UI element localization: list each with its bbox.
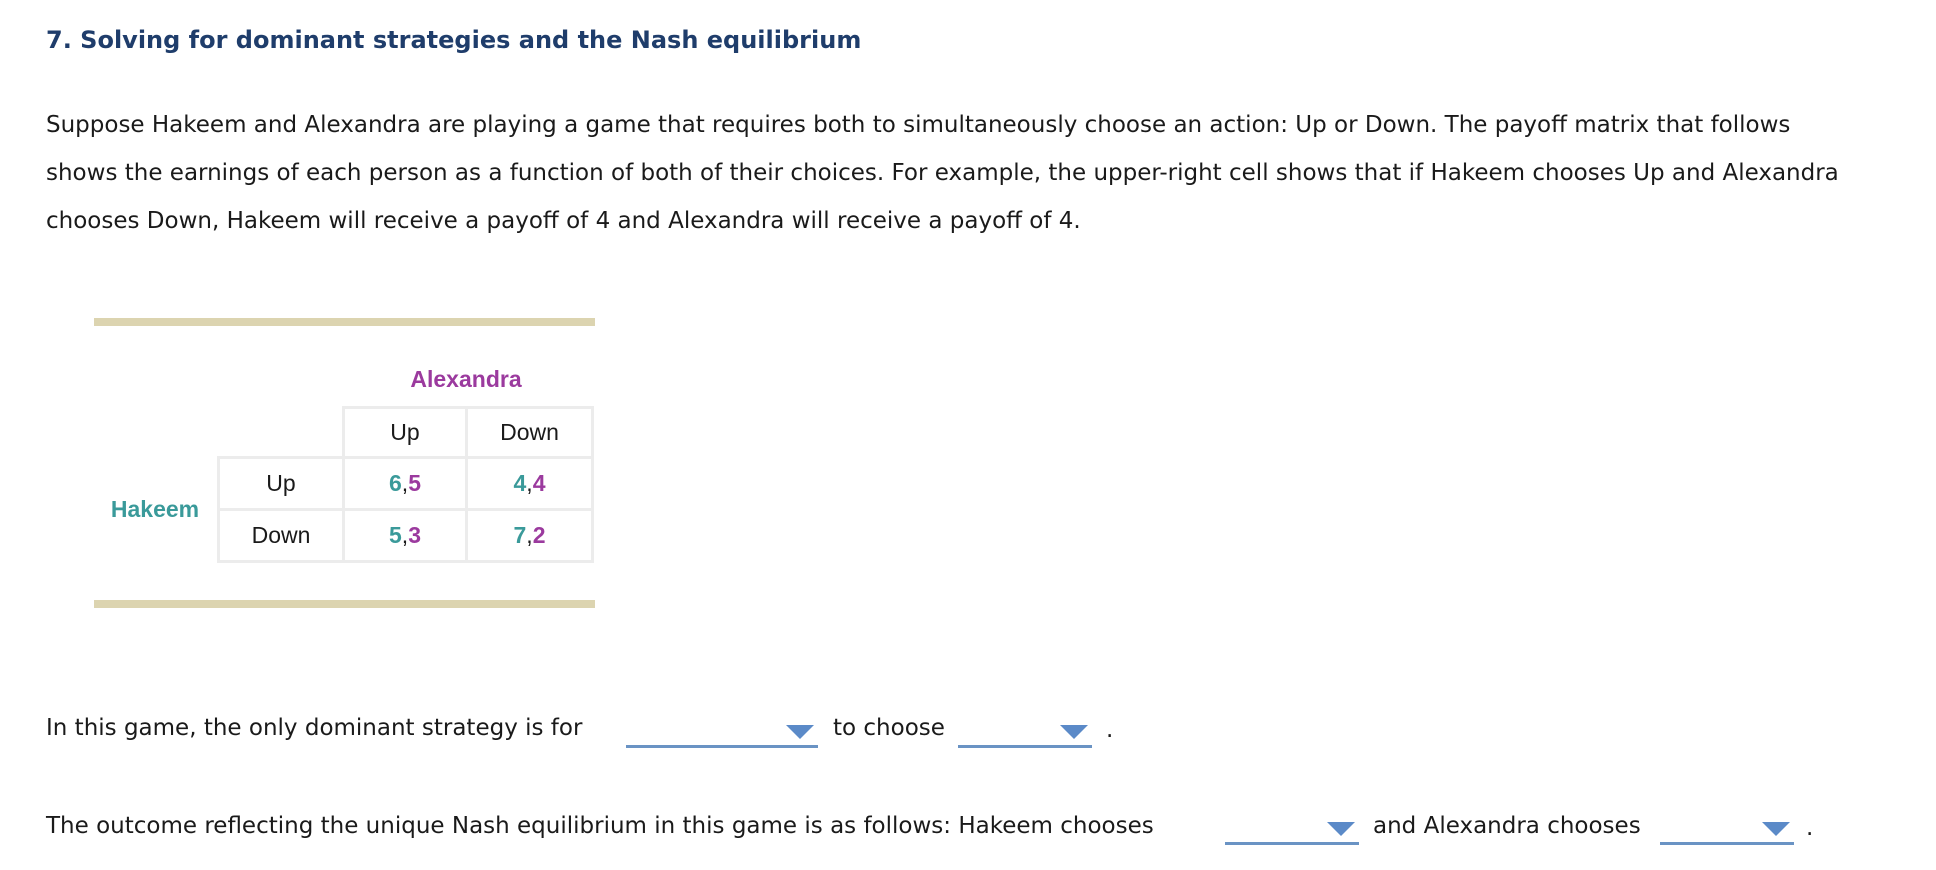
hakeem-payoff: 4 [513,470,527,496]
intro-paragraph: Suppose Hakeem and Alexandra are playing a game that requires both to simultaneously choose an action: Up or Down. The payoff matrix that follows shows the earnings of each person as a function of both of their choices. For example, the upper-right cell shows that if Hakeem chooses Up and Alexandra chooses Down, Hakeem will receive a payoff of 4 and Alexandra will receive a payoff of 4. [46,112,1839,234]
payoff-cell-up-down [465,456,594,511]
alexandra-payoff: 3 [408,522,421,548]
alexandra-payoff: 2 [532,522,546,548]
question1-text-middle: to choose [833,715,945,741]
caret-down-icon [786,725,814,739]
question1-text-before: In this game, the only dominant strategy is for [46,715,583,741]
dominant-player-dropdown[interactable] [626,714,818,748]
payoff-separator: , [401,522,409,548]
payoff-cell-down-down [465,508,594,563]
alexandra-choice-dropdown[interactable] [1660,811,1794,845]
caret-down-icon [1327,822,1355,836]
col-header-down: Down [465,406,594,459]
row-header-up: Up [217,456,345,511]
payoff-cell-up-up [342,456,468,511]
payoff-matrix [94,318,595,608]
question2-text-before: The outcome reflecting the unique Nash equilibrium in this game is as follows: Hakeem chooses [46,813,1154,839]
payoff-separator: , [526,470,533,496]
payoff-cell-down-up [342,508,468,563]
caret-down-icon [1762,822,1790,836]
col-header-up: Up [342,406,468,459]
question2-period: . [1806,815,1814,841]
hakeem-payoff: 6 [389,470,402,496]
alexandra-payoff: 4 [532,470,546,496]
row-header-down: Down [217,508,345,563]
dominant-strategy-dropdown[interactable] [958,714,1092,748]
hakeem-payoff: 5 [389,522,402,548]
column-player-label: Alexandra [410,366,522,392]
payoff-separator: , [401,470,409,496]
alexandra-payoff: 5 [408,470,421,496]
row-player-label: Hakeem [110,496,200,522]
hakeem-payoff: 7 [513,522,527,548]
question1-period: . [1106,717,1114,743]
question2-text-middle: and Alexandra chooses [1373,813,1641,839]
caret-down-icon [1060,725,1088,739]
page-title: 7. Solving for dominant strategies and the Nash equilibrium [46,26,862,54]
payoff-separator: , [526,522,533,548]
hakeem-choice-dropdown[interactable] [1225,811,1359,845]
